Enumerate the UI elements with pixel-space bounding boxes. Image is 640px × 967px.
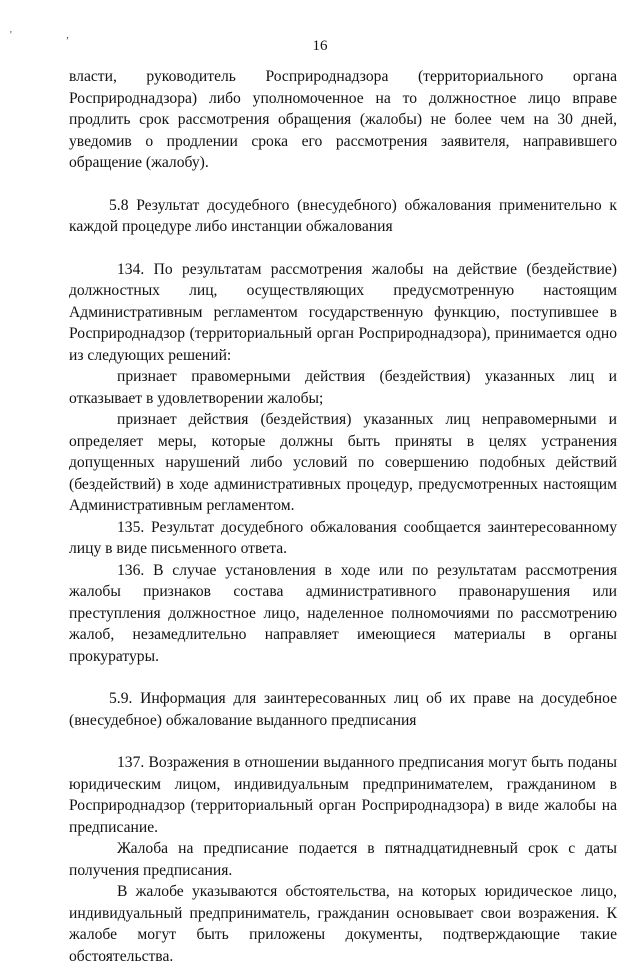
spacer [69, 731, 617, 752]
section-heading-5-9: 5.9. Информация для заинтересованных лиц об их праве на досудебное (внесудебное) обжалование выданного предписания [69, 690, 617, 729]
continuation-paragraph: власти, руководитель Росприроднадзора (территориального органа Росприроднадзора) либо уполномоченное на то должностное лицо вправе продлить срок рассмотрения обращения (жалобы) не более чем на 30 дней, уведомив о продлении срока его рассмотрения заявителя, направившего обращение (жалобу). [69, 68, 617, 171]
paragraph-137-contents: В жалобе указываются обстоятельства, на которых юридическое лицо, индивидуальный предприниматель, гражданин основывает свои возражения. К жалобе могут быть приложены документы, подтверждающие такие обстоятельства. [69, 883, 617, 965]
page-number: 16 [312, 38, 328, 54]
spacer [69, 174, 617, 195]
paragraph-136: 136. В случае установления в ходе или по результатам рассмотрения жалобы признаков состава административного правонарушения или преступления должностное лицо, наделенное полномочиями по рассмотрению жалоб, незамедлительно направляет имеющиеся материалы в органы прокуратуры. [69, 561, 617, 665]
paragraph-134-option-a: признает правомерными действия (бездействия) указанных лиц и отказывает в удовлетворении жалобы; [69, 368, 617, 407]
spacer [69, 238, 617, 259]
paragraph-137-term: Жалоба на предписание подается в пятнадцатидневный срок с даты получения предписания. [69, 840, 617, 879]
paragraph-134: 134. По результатам рассмотрения жалобы на действие (бездействие) должностных лиц, осуществляющих предусмотренную настоящим Административным регламентом государственную функцию, поступившее в Росприроднадзор (территориальный орган Росприроднадзора), принимается одно из следующих решений: [69, 260, 617, 364]
section-heading-5-8: 5.8 Результат досудебного (внесудебного) обжалования применительно к каждой процедуре либо инстанции обжалования [69, 196, 617, 235]
scan-specks: ' , [10, 30, 95, 41]
spacer [69, 667, 617, 688]
paragraph-135: 135. Результат досудебного обжалования сообщается заинтересованному лицу в виде письменного ответа. [69, 518, 617, 557]
document-body [69, 66, 617, 967]
paragraph-134-option-b: признает действия (бездействия) указанных лиц неправомерными и определяет меры, которые должны быть приняты в целях устранения допущенных нарушений либо условий по совершению подобных действий (бездействий) в ходе административных процедур, предусмотренных настоящим Административным регламентом. [69, 411, 617, 514]
paragraph-137: 137. Возражения в отношении выданного предписания могут быть поданы юридическим лицом, индивидуальным предпринимателем, гражданином в Росприроднадзор (территориальный орган Росприроднадзора) в виде жалобы на предписание. [69, 754, 617, 836]
